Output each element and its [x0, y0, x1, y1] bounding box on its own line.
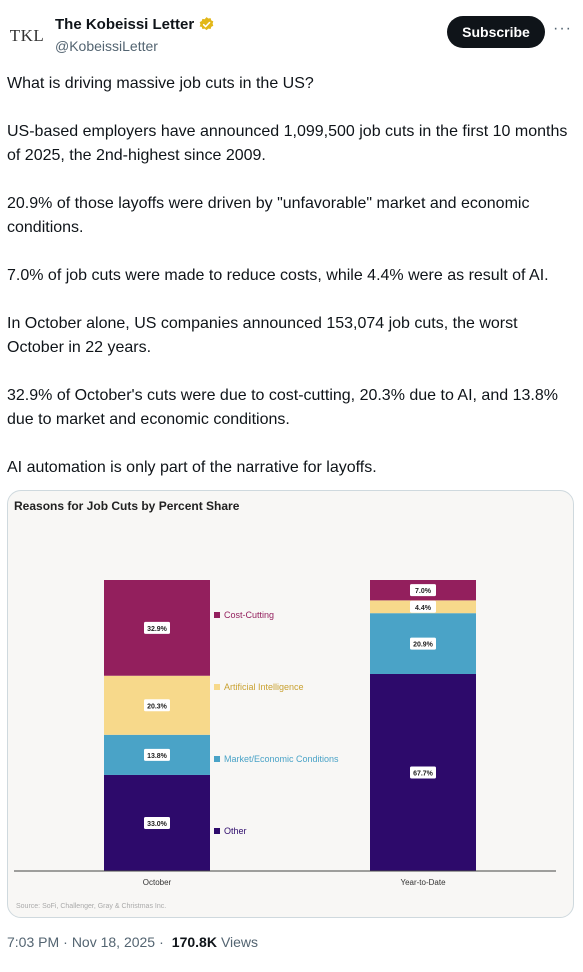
- x-tick-label: October: [142, 878, 172, 887]
- data-label: 4.4%: [415, 604, 431, 612]
- avatar[interactable]: TKL: [7, 16, 47, 56]
- verified-badge-icon: [198, 16, 215, 33]
- tweet-paragraph: In October alone, US companies announced 153,074 job cuts, the worst October in 22 years.: [7, 315, 518, 356]
- views-label: Views: [220, 934, 259, 950]
- data-label: 33.0%: [147, 820, 167, 828]
- subscribe-button[interactable]: Subscribe: [447, 16, 545, 48]
- chart-image[interactable]: [7, 490, 574, 918]
- legend-swatch: [214, 828, 220, 834]
- more-options-icon[interactable]: ···: [553, 20, 572, 37]
- legend-label: Other: [224, 826, 247, 836]
- x-tick-label: Year-to-Date: [400, 878, 446, 887]
- author-name-line: [55, 16, 215, 33]
- meta-separator: ·: [159, 934, 164, 950]
- tweet-paragraph: 7.0% of job cuts were made to reduce costs, while 4.4% were as result of AI.: [7, 267, 549, 284]
- legend-swatch: [214, 612, 220, 618]
- data-label: 20.9%: [413, 641, 433, 649]
- data-label: 32.9%: [147, 625, 167, 633]
- views-count[interactable]: 170.8K: [171, 934, 217, 950]
- tweet-meta: [7, 934, 258, 950]
- chart-title: Reasons for Job Cuts by Percent Share: [14, 499, 240, 513]
- tweet-text: [7, 72, 577, 504]
- data-label: 7.0%: [415, 588, 431, 596]
- data-label: 67.7%: [413, 770, 433, 778]
- tweet-header: [0, 0, 583, 70]
- display-name[interactable]: The Kobeissi Letter: [55, 16, 195, 33]
- data-label: 20.3%: [147, 703, 167, 711]
- legend-swatch: [214, 756, 220, 762]
- stacked-bar-chart: [8, 491, 573, 917]
- legend-label: Cost-Cutting: [224, 610, 275, 620]
- tweet-paragraph: What is driving massive job cuts in the US?: [7, 75, 314, 92]
- tweet-date[interactable]: Nov 18, 2025: [71, 934, 156, 950]
- legend-swatch: [214, 684, 220, 690]
- meta-separator: ·: [63, 934, 68, 950]
- tweet-paragraph: AI automation is only part of the narrative for layoffs.: [7, 459, 377, 476]
- chart-source: Source: SoFi, Challenger, Gray & Christmas Inc.: [16, 903, 167, 910]
- tweet-paragraph: 32.9% of October's cuts were due to cost-cutting, 20.3% due to AI, and 13.8% due to market and economic conditions.: [7, 387, 558, 428]
- tweet-paragraph: US-based employers have announced 1,099,500 job cuts in the first 10 months of 2025, the 2nd-highest since 2009.: [7, 123, 568, 164]
- tweet-paragraph: 20.9% of those layoffs were driven by "unfavorable" market and economic conditions.: [7, 195, 530, 236]
- author-handle[interactable]: @KobeissiLetter: [55, 38, 158, 54]
- tweet-time[interactable]: 7:03 PM: [7, 934, 60, 950]
- legend-label: Market/Economic Conditions: [224, 754, 339, 764]
- data-label: 13.8%: [147, 752, 167, 760]
- legend-label: Artificial Intelligence: [224, 682, 304, 692]
